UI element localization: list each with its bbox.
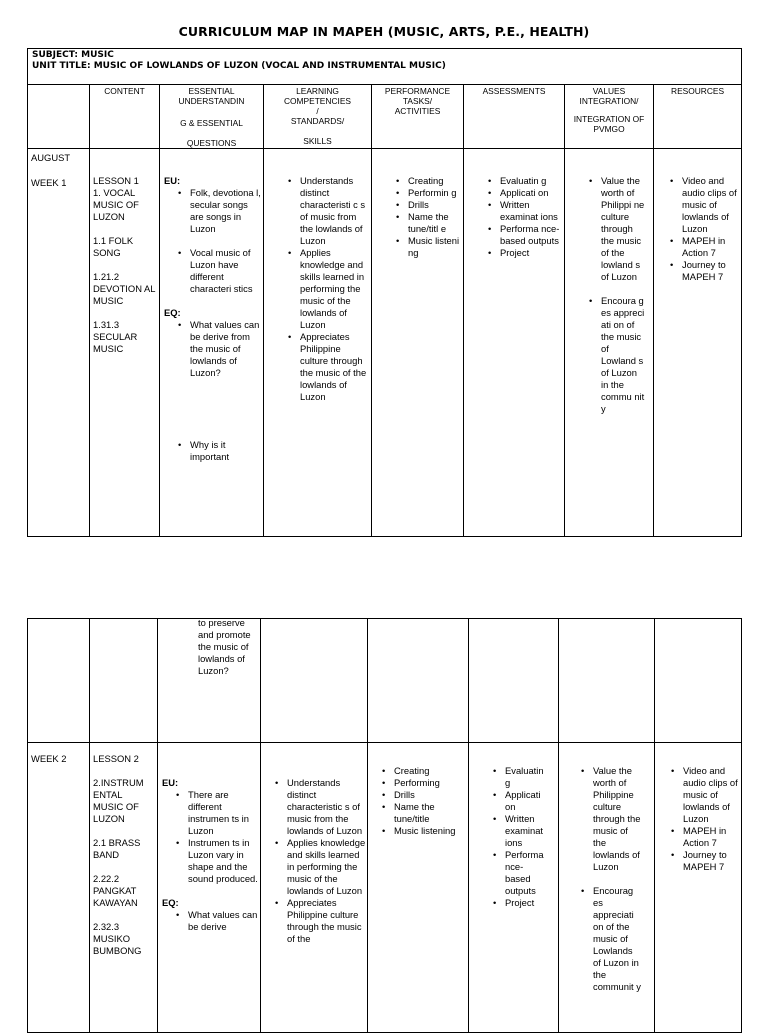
month-label: AUGUST bbox=[31, 152, 71, 163]
list-item: • MAPEH in Action 7 bbox=[667, 825, 741, 849]
list-item: • Understands distinct characteristi c s of music from the lowlands of Luzon bbox=[284, 175, 371, 247]
list-item: • Performa nce- based outputs bbox=[489, 849, 549, 897]
eu-label: EU: bbox=[164, 175, 181, 186]
list-item: • Music listening bbox=[378, 825, 468, 837]
subject-header bbox=[28, 49, 742, 85]
tasks-cell bbox=[372, 149, 464, 537]
list-item: • Vocal music of Luzon have different characteri stics bbox=[174, 247, 263, 295]
competencies-cell bbox=[261, 743, 368, 1033]
content-cell: LESSON 1 1. VOCAL MUSIC OF LUZON 1.1 FOLK SONG 1.21.2 DEVOTION AL MUSIC 1.31.3 SECULAR MUSIC bbox=[90, 149, 160, 537]
list-item: • Creating bbox=[392, 175, 463, 187]
continuation-blank bbox=[28, 619, 90, 743]
page-title: CURRICULUM MAP IN MAPEH (MUSIC, ARTS, P.E., HEALTH) bbox=[178, 24, 590, 39]
list-item: • Performin g bbox=[392, 187, 463, 199]
list-item: • Name the tune/title bbox=[378, 801, 468, 825]
unit-title: UNIT TITLE: MUSIC OF LOWLANDS OF LUZON (VOCAL AND INSTRUMENTAL MUSIC) bbox=[32, 61, 446, 71]
list-item: • Applicati on bbox=[489, 789, 549, 813]
tasks-cell bbox=[368, 743, 469, 1033]
curriculum-table-2 bbox=[27, 618, 742, 1033]
list-item: • Appreciates Philippine culture through the music of the bbox=[271, 897, 367, 945]
eq-label: EQ: bbox=[164, 307, 181, 318]
list-item: • What values can be derive from the music of lowlands of Luzon? bbox=[174, 319, 263, 379]
header-resources: RESOURCES bbox=[654, 85, 742, 149]
list-item: • Folk, devotiona l, secular songs are songs in Luzon bbox=[174, 187, 263, 235]
list-item: • Written examinat ions bbox=[484, 199, 564, 223]
week-label: WEEK 1 bbox=[31, 177, 67, 188]
list-item: • What values can be derive bbox=[172, 909, 260, 933]
header-essential: ESSENTIAL UNDERSTANDIN G & ESSENTIAL QUESTIONS bbox=[160, 85, 264, 149]
continuation-blank bbox=[655, 619, 742, 743]
continuation-cell bbox=[158, 619, 261, 743]
list-item: • Project bbox=[489, 897, 549, 909]
header-blank bbox=[28, 85, 90, 149]
continuation-blank bbox=[261, 619, 368, 743]
list-item: • MAPEH in Action 7 bbox=[666, 235, 741, 259]
continuation-blank bbox=[90, 619, 158, 743]
list-item: • Understands distinct characteristic s of music from the lowlands of Luzon bbox=[271, 777, 367, 837]
values-cell bbox=[559, 743, 655, 1033]
week-cell bbox=[28, 149, 90, 537]
continuation-text: to preserve and promote the music of lowlands of Luzon? bbox=[198, 617, 251, 676]
list-item: • Drills bbox=[378, 789, 468, 801]
header-performance: PERFORMANCE TASKS/ ACTIVITIES bbox=[372, 85, 464, 149]
list-item: • Instrumen ts in Luzon vary in shape and the sound produced. bbox=[172, 837, 260, 885]
list-item: • Creating bbox=[378, 765, 468, 777]
list-item: • There are different instrumen ts in Luzon bbox=[172, 789, 260, 837]
list-item: • Performing bbox=[378, 777, 468, 789]
list-item: • Value the worth of Philippine culture through the music of the lowlands of Luzon bbox=[577, 765, 641, 873]
essential-cell bbox=[160, 149, 264, 537]
week-cell bbox=[28, 743, 90, 1033]
header-content: CONTENT bbox=[90, 85, 160, 149]
list-item: • Encourag es appreciati on of the music of Lowlands of Luzon in the communit y bbox=[577, 885, 641, 993]
list-item: • Video and audio clips of music of lowlands of Luzon bbox=[667, 765, 741, 825]
resources-cell bbox=[655, 743, 742, 1033]
list-item: • Music listeni ng bbox=[392, 235, 463, 259]
list-item: • Encoura g es appreci ati on of the music of Lowland s of Luzon in the commu nit y bbox=[585, 295, 645, 415]
eq-label: EQ: bbox=[162, 897, 179, 908]
list-item: • Applies knowledge and skills learned in performing the music of the lowlands of Luzon bbox=[271, 837, 367, 897]
content-cell: LESSON 2 2.INSTRUM ENTAL MUSIC OF LUZON 2.1 BRASS BAND 2.22.2 PANGKAT KAWAYAN 2.32.3 MUSIKO BUMBONG bbox=[90, 743, 158, 1033]
list-item: • Journey to MAPEH 7 bbox=[667, 849, 741, 873]
competencies-cell bbox=[264, 149, 372, 537]
list-item: • Project bbox=[484, 247, 564, 259]
list-item: • Journey to MAPEH 7 bbox=[666, 259, 741, 283]
continuation-blank bbox=[368, 619, 469, 743]
continuation-blank bbox=[469, 619, 559, 743]
list-item: • Drills bbox=[392, 199, 463, 211]
header-values: VALUES INTEGRATION/ INTEGRATION OF PVMGO bbox=[565, 85, 654, 149]
list-item: • Applicati on bbox=[484, 187, 564, 199]
list-item: • Written examinat ions bbox=[489, 813, 549, 849]
assessments-cell bbox=[464, 149, 565, 537]
list-item: • Appreciates Philippine culture through the music of the lowlands of Luzon bbox=[284, 331, 371, 403]
list-item: • Performa nce- based outputs bbox=[484, 223, 564, 247]
essential-cell bbox=[158, 743, 261, 1033]
values-cell bbox=[565, 149, 654, 537]
header-assessments: ASSESSMENTS bbox=[464, 85, 565, 149]
list-item: • Applies knowledge and skills learned in performing the music of the lowlands of Luzon bbox=[284, 247, 371, 331]
assessments-cell bbox=[469, 743, 559, 1033]
list-item: • Evaluatin g bbox=[489, 765, 549, 789]
eu-label: EU: bbox=[162, 777, 179, 788]
list-item: • Name the tune/titl e bbox=[392, 211, 463, 235]
curriculum-table-1 bbox=[27, 48, 742, 537]
week-label: WEEK 2 bbox=[31, 753, 67, 764]
list-item: • Evaluatin g bbox=[484, 175, 564, 187]
subject: SUBJECT: MUSIC bbox=[32, 50, 114, 60]
list-item: • Why is it important bbox=[174, 439, 263, 463]
resources-cell bbox=[654, 149, 742, 537]
continuation-blank bbox=[559, 619, 655, 743]
list-item: • Value the worth of Philippi ne culture through the music of the lowland s of Luzon bbox=[585, 175, 645, 283]
header-competencies: LEARNING COMPETENCIES / STANDARDS/ SKILLS bbox=[264, 85, 372, 149]
list-item: • Video and audio clips of music of lowlands of Luzon bbox=[666, 175, 741, 235]
